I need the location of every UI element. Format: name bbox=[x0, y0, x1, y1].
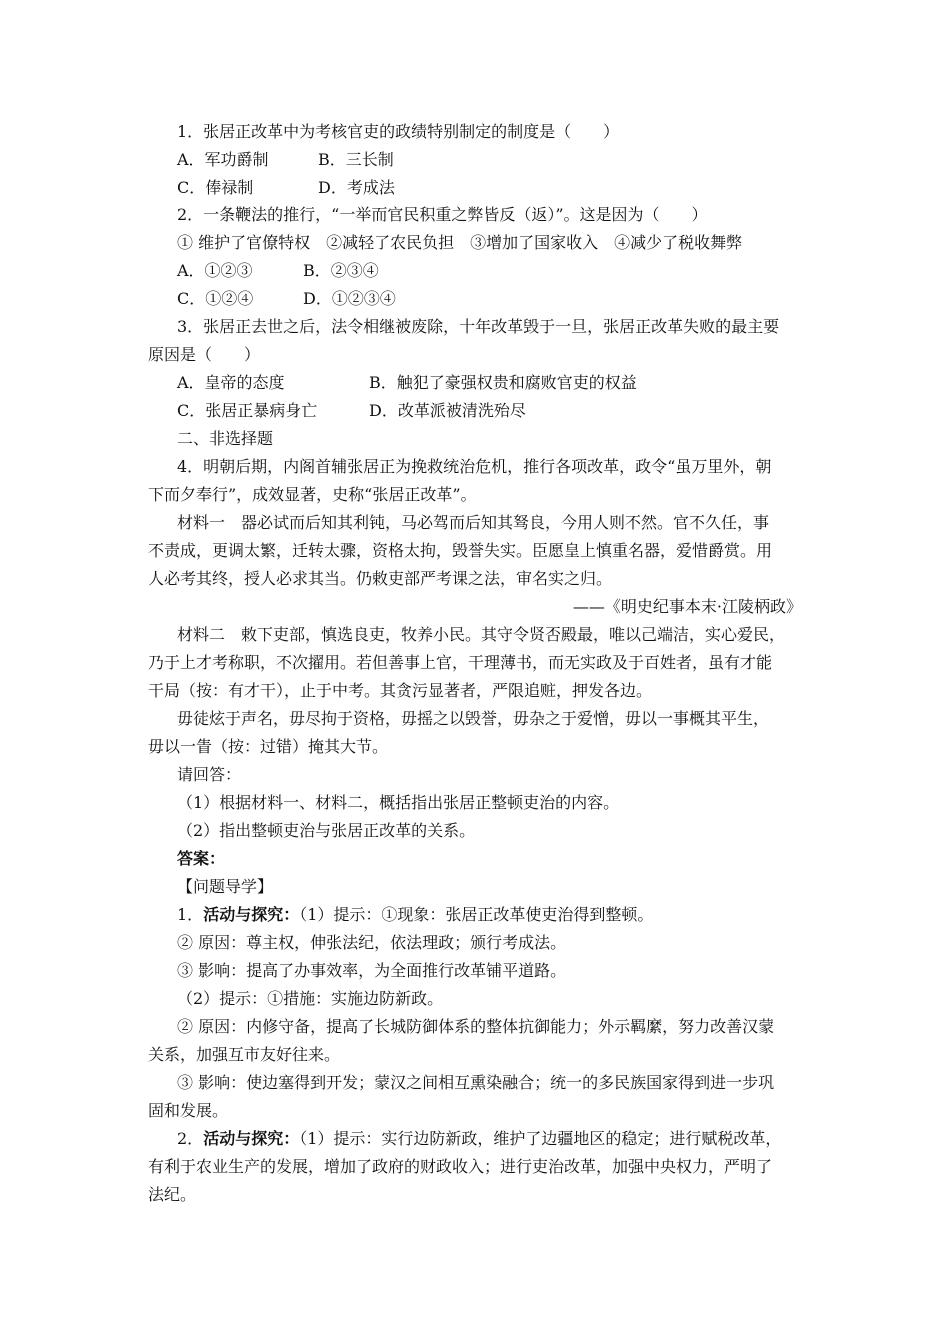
material1-line1: 材料一 器必试而后知其利钝，马必驾而后知其驽良，今用人则不然。官不久任，事 bbox=[177, 513, 770, 532]
q2-options-row2 bbox=[177, 288, 877, 310]
material2-line5: 毋以一眚（按：过错）掩其大节。 bbox=[148, 737, 389, 756]
answer-label: 答案： bbox=[177, 849, 226, 868]
material2-line4: 毋徒炫于声名，毋尽拘于资格，毋摇之以毁誉，毋杂之于爱憎，毋以一事概其平生， bbox=[177, 709, 770, 728]
q1-option-a: A．军功爵制 bbox=[177, 150, 269, 169]
answer1-line2: ② 原因：尊主权，伸张法纪，依法理政；颁行考成法。 bbox=[177, 933, 567, 952]
material1-line3: 人必考其终，授人必求其当。仍敕吏部严考课之法，审名实之归。 bbox=[148, 569, 613, 588]
q3-stem-line1: 3．张居正去世之后，法令相继被废除，十年改革毁于一旦，张居正改革失败的最主要 bbox=[177, 317, 780, 336]
answer2-line1 bbox=[177, 1128, 781, 1150]
answer1-line1 bbox=[177, 904, 653, 926]
answer2-line3: 法纪。 bbox=[148, 1185, 197, 1204]
answer1-line6: 关系，加强互市友好往来。 bbox=[148, 1045, 341, 1064]
answer2-text: （1）提示：实行边防新政，维护了边疆地区的稳定；进行赋税改革， bbox=[299, 1129, 782, 1148]
q2-stem: 2．一条鞭法的推行，“一举而官民积重之弊皆反（返）”。这是因为（ ） bbox=[177, 205, 708, 224]
q3-option-a: A．皇帝的态度 bbox=[177, 373, 285, 392]
answer2-number: 2． bbox=[177, 1129, 204, 1148]
material1-source: ——《明史纪事本末·江陵柄政》 bbox=[572, 597, 802, 616]
q3-option-b: B．触犯了豪强权贵和腐败官吏的权益 bbox=[369, 373, 637, 392]
answer1-line3: ③ 影响：提高了办事效率，为全面推行改革铺平道路。 bbox=[177, 961, 567, 980]
q1-option-d: D．考成法 bbox=[318, 178, 395, 197]
answer1-line5: ② 原因：内修守备，提高了长城防御体系的整体抗御能力；外示羁縻，努力改善汉蒙 bbox=[177, 1017, 775, 1036]
q3-options-row2 bbox=[177, 400, 877, 422]
answer2-line2: 有利于农业生产的发展，增加了政府的财政收入；进行吏治改革，加强中央权力，严明了 bbox=[148, 1157, 773, 1176]
answer2-heading: 活动与探究： bbox=[203, 1129, 300, 1148]
q2-option-d: D．①②③④ bbox=[303, 289, 396, 308]
guide-heading: 【问题导学】 bbox=[177, 877, 274, 896]
q3-option-d: D．改革派被清洗殆尽 bbox=[369, 401, 526, 420]
q3-options-row1 bbox=[177, 372, 877, 394]
q1-option-b: B．三长制 bbox=[318, 150, 394, 169]
section-heading: 二、非选择题 bbox=[177, 429, 274, 448]
q4-ask-1: （1）根据材料一、材料二，概括指出张居正整顿吏治的内容。 bbox=[177, 793, 620, 812]
q1-option-c: C．俸禄制 bbox=[177, 178, 254, 197]
q4-ask-label: 请回答： bbox=[177, 765, 242, 784]
q1-options-row2 bbox=[177, 177, 877, 199]
answer1-line8: 固和发展。 bbox=[148, 1101, 229, 1120]
answer1-line4: （2）提示：①措施：实施边防新政。 bbox=[177, 989, 444, 1008]
q1-options-row1 bbox=[177, 149, 877, 171]
q2-option-b: B．②③④ bbox=[303, 261, 379, 280]
q3-stem-line2: 原因是（ ） bbox=[148, 345, 261, 364]
answer1-heading: 活动与探究： bbox=[203, 905, 300, 924]
q4-ask-2: （2）指出整顿吏治与张居正改革的关系。 bbox=[177, 821, 476, 840]
q1-stem: 1．张居正改革中为考核官吏的政绩特别制定的制度是（ ） bbox=[177, 122, 620, 141]
q4-intro-line2: 下而夕奉行”，成效显著，史称“张居正改革”。 bbox=[148, 485, 477, 504]
q2-items: ① 维护了官僚特权 ②减轻了农民负担 ③增加了国家收入 ④减少了税收舞弊 bbox=[177, 233, 743, 252]
q2-options-row1 bbox=[177, 260, 877, 282]
q4-intro-line1: 4．明朝后期，内阁首辅张居正为挽救统治危机，推行各项改革，政令“虽万里外，朝 bbox=[177, 457, 772, 476]
answer1-number: 1． bbox=[177, 905, 204, 924]
q3-option-c: C．张居正暴病身亡 bbox=[177, 401, 318, 420]
material2-line1: 材料二 敕下吏部，慎选良吏，牧养小民。其守令贤否殿最，唯以己端洁，实心爱民， bbox=[177, 625, 786, 644]
answer1-line7: ③ 影响：使边塞得到开发；蒙汉之间相互熏染融合；统一的多民族国家得到进一步巩 bbox=[177, 1073, 775, 1092]
answer1-text: （1）提示：①现象：张居正改革使吏治得到整顿。 bbox=[299, 905, 654, 924]
material2-line3: 干局（按：有才干），止于中考。其贪污显著者，严限追赃，押发各边。 bbox=[148, 681, 653, 700]
material1-line2: 不责成，更调太繁，迁转太骤，资格太拘，毁誉失实。臣愿皇上慎重名器，爱惜爵赏。用 bbox=[148, 541, 773, 560]
q2-option-a: A．①②③ bbox=[177, 261, 253, 280]
material2-line2: 乃于上才考称职，不次擢用。若但善事上官，干理薄书，而无实政及于百姓者，虽有才能 bbox=[148, 653, 773, 672]
q2-option-c: C．①②④ bbox=[177, 289, 254, 308]
